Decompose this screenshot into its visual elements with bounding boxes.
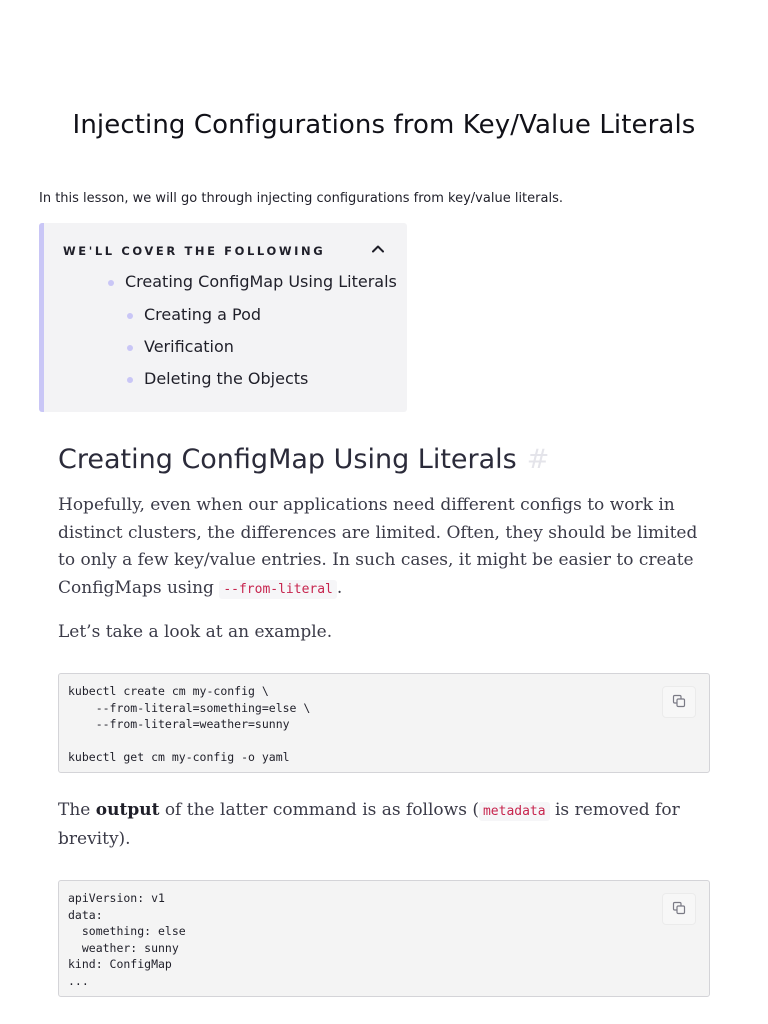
code-block-commands-text: kubectl create cm my-config \ --from-literal=something=else \ --from-literal=weather=sunny kubectl get cm my-config -o yaml [68,684,311,764]
toc-header: WE'LL COVER THE FOLLOWING [63,244,326,258]
code-block-output [58,880,710,997]
code-block-output-text: apiVersion: v1 data: something: else weather: sunny kind: ConfigMap ... [68,891,186,988]
paragraph-intro-end: . [336,577,343,598]
paragraph-intro-text: Hopefully, even when our applications need different configs to work in distinct clusters, the differences are limited. Often, they should be limited to only a few key/value entries. In such cases, it might be easier to create ConfigMaps using [58,495,698,598]
copy-button[interactable] [662,686,696,718]
toc-item-creating-configmap[interactable]: Creating ConfigMap Using Literals [125,272,397,291]
copy-button[interactable] [662,893,696,925]
section-heading-text: Creating ConfigMap Using Literals [58,444,517,475]
heading-anchor-link[interactable]: # [526,444,550,475]
inline-code-from-literal: --from-literal [219,580,337,599]
paragraph-output [58,797,710,853]
chevron-up-icon[interactable] [369,240,387,258]
lesson-summary: In this lesson, we will go through injecting configurations from key/value literals. [39,191,563,206]
paragraph-intro [58,492,710,603]
paragraph-output-end: is removed for brevity). [58,800,680,849]
paragraph-output-prefix: The [58,800,96,820]
copy-icon [672,693,686,712]
lesson-title: Injecting Configurations from Key/Value Literals [72,110,696,140]
code-block-commands [58,673,710,773]
paragraph-example: Let’s take a look at an example. [58,622,333,642]
section-heading [58,444,549,475]
toc-item-creating-a-pod[interactable]: Creating a Pod [144,305,262,324]
toc-item-verification[interactable]: Verification [144,337,234,356]
toc-item-deleting-the-objects[interactable]: Deleting the Objects [144,369,309,388]
copy-icon [672,900,686,919]
paragraph-output-mid: of the latter command is as follows ( [159,800,479,820]
inline-code-metadata: metadata [479,802,550,821]
table-of-contents [39,223,407,412]
paragraph-output-bold: output [95,800,160,820]
